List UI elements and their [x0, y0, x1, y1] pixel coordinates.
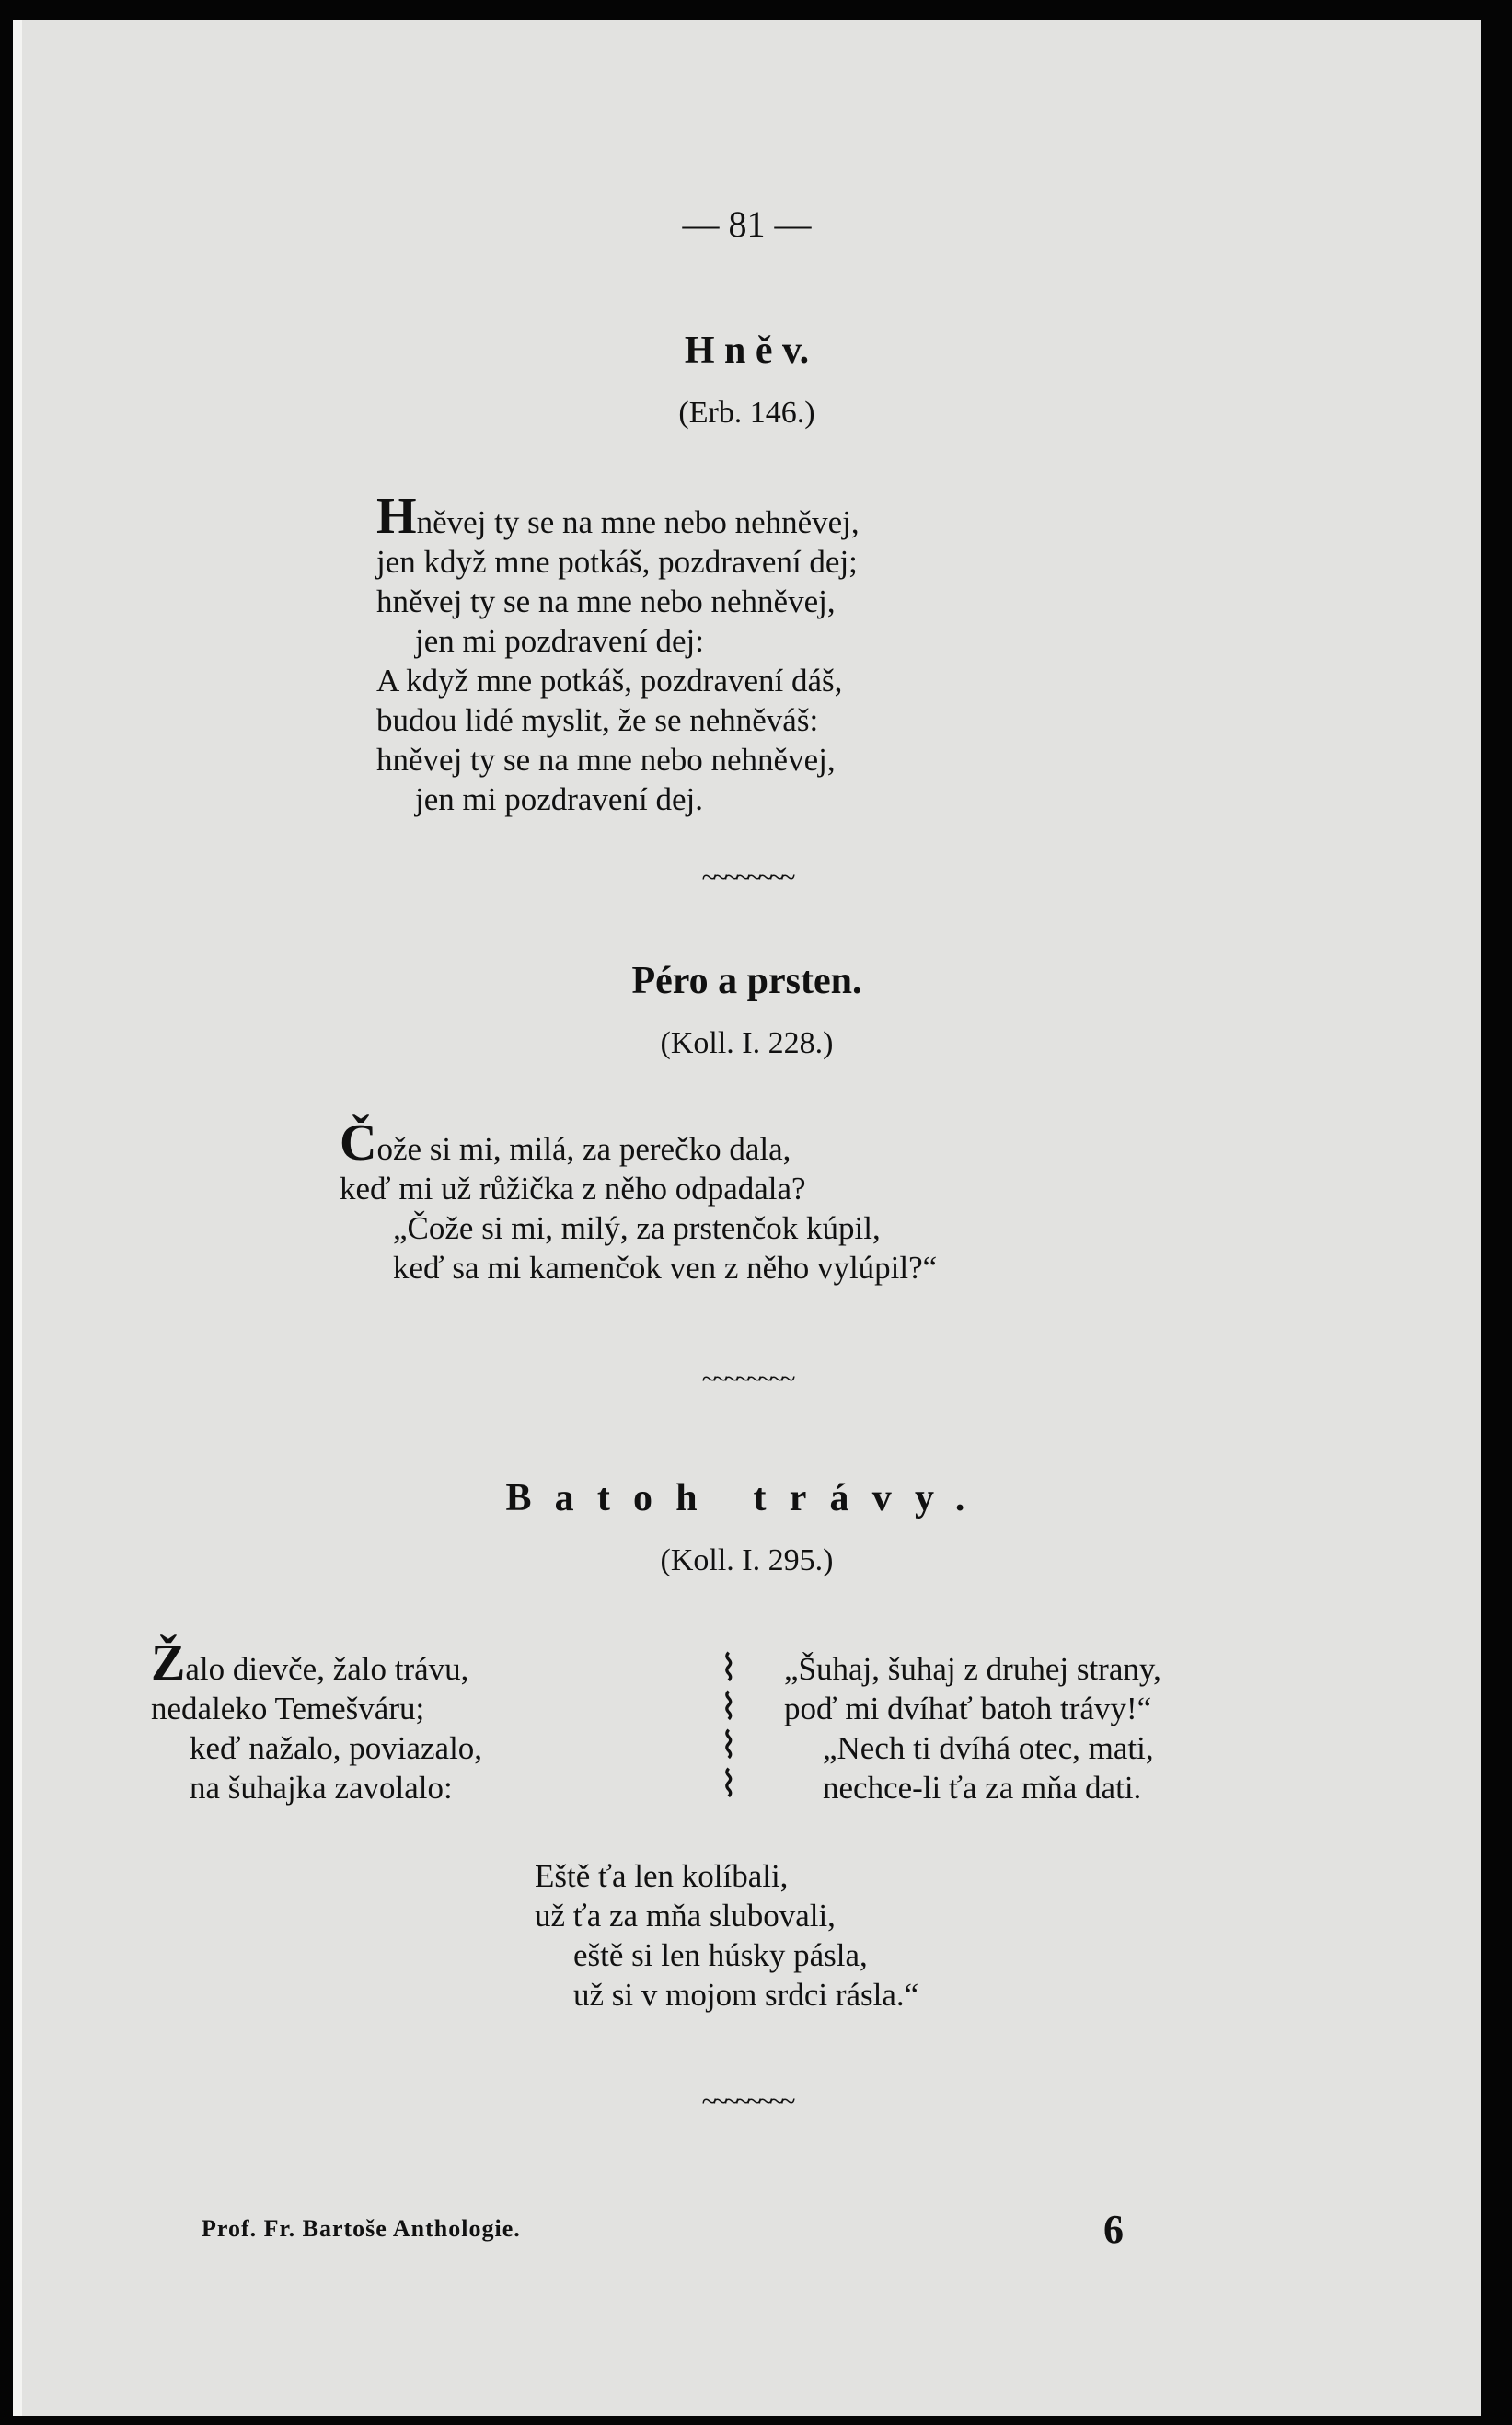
poem-line: už si v mojom srdci rásla.“: [573, 1977, 919, 2013]
page-edge: [13, 20, 22, 2416]
poem-line: Čože si mi, milá, za perečko dala,: [340, 1114, 791, 1172]
poem-line: jen když mne potkáš, pozdravení dej;: [376, 544, 858, 580]
poem-line: hněvej ty se na mne nebo nehněvej,: [376, 583, 836, 619]
poem-body-hnev: [376, 488, 860, 819]
poem-reference-batoh: (Koll. I. 295.): [660, 1543, 834, 1577]
book-page: [13, 20, 1481, 2416]
drop-cap: H: [376, 488, 417, 545]
poem-line: hněvej ty se na mne nebo nehněvej,: [376, 742, 836, 778]
poem-line: jen mi pozdravení dej.: [415, 781, 703, 817]
poem-column-left: [151, 1634, 483, 1807]
poem-line: už ťa za mňa slubovali,: [535, 1898, 836, 1934]
poem-final-stanza: [535, 1856, 918, 2015]
ornamental-divider: ~~~~~~~~: [701, 862, 792, 893]
poem-line: na šuhajka zavolalo:: [190, 1770, 453, 1806]
poem-line: nechce-li ťa za mňa dati.: [823, 1770, 1142, 1806]
book-signature: Prof. Fr. Bartoše Anthologie.: [202, 2215, 521, 2242]
poem-line: nedaleko Temešváru;: [151, 1691, 425, 1726]
poem-line: budou lidé myslit, že se nehněváš:: [376, 702, 819, 738]
brace-separator: ⌇ ⌇ ⌇ ⌇: [720, 1647, 738, 1805]
poem-body-pero: [340, 1114, 938, 1288]
poem-title-pero: Péro a prsten.: [631, 960, 862, 1002]
poem-line: „Nech ti dvíhá otec, mati,: [823, 1730, 1154, 1766]
drop-cap: Ž: [151, 1634, 186, 1692]
signature-number: 6: [1103, 2207, 1124, 2252]
ornamental-divider: ~~~~~~~~: [701, 1364, 792, 1394]
poem-line: jen mi pozdravení dej:: [415, 623, 704, 659]
poem-column-right: [784, 1649, 1161, 1807]
poem-line: Hněvej ty se na mne nebo nehněvej,: [376, 488, 860, 545]
poem-title-batoh: Batoh trávy.: [505, 1477, 988, 1519]
poem-title-hnev: H n ě v.: [684, 329, 810, 372]
poem-line: keď mi už růžička z něho odpadala?: [340, 1171, 806, 1207]
ornamental-divider: ~~~~~~~~: [701, 2086, 792, 2117]
poem-reference-hnev: (Erb. 146.): [678, 396, 815, 430]
drop-cap: Č: [340, 1114, 377, 1172]
poem-line: Žalo dievče, žalo trávu,: [151, 1634, 469, 1692]
poem-line: „Šuhaj, šuhaj z druhej strany,: [784, 1651, 1161, 1687]
poem-reference-pero: (Koll. I. 228.): [660, 1026, 834, 1060]
poem-line: poď mi dvíhať batoh trávy!“: [784, 1691, 1152, 1726]
page-number: — 81 —: [682, 203, 812, 245]
poem-line: „Čože si mi, milý, za prstenčok kúpil,: [393, 1210, 881, 1246]
poem-line: Eště ťa len kolíbali,: [535, 1858, 789, 1894]
poem-line: keď sa mi kamenčok ven z něho vylúpil?“: [393, 1250, 938, 1286]
poem-line: keď nažalo, poviazalo,: [190, 1730, 483, 1766]
poem-line: A když mne potkáš, pozdravení dáš,: [376, 663, 843, 699]
poem-line: eště si len húsky pásla,: [573, 1937, 868, 1973]
